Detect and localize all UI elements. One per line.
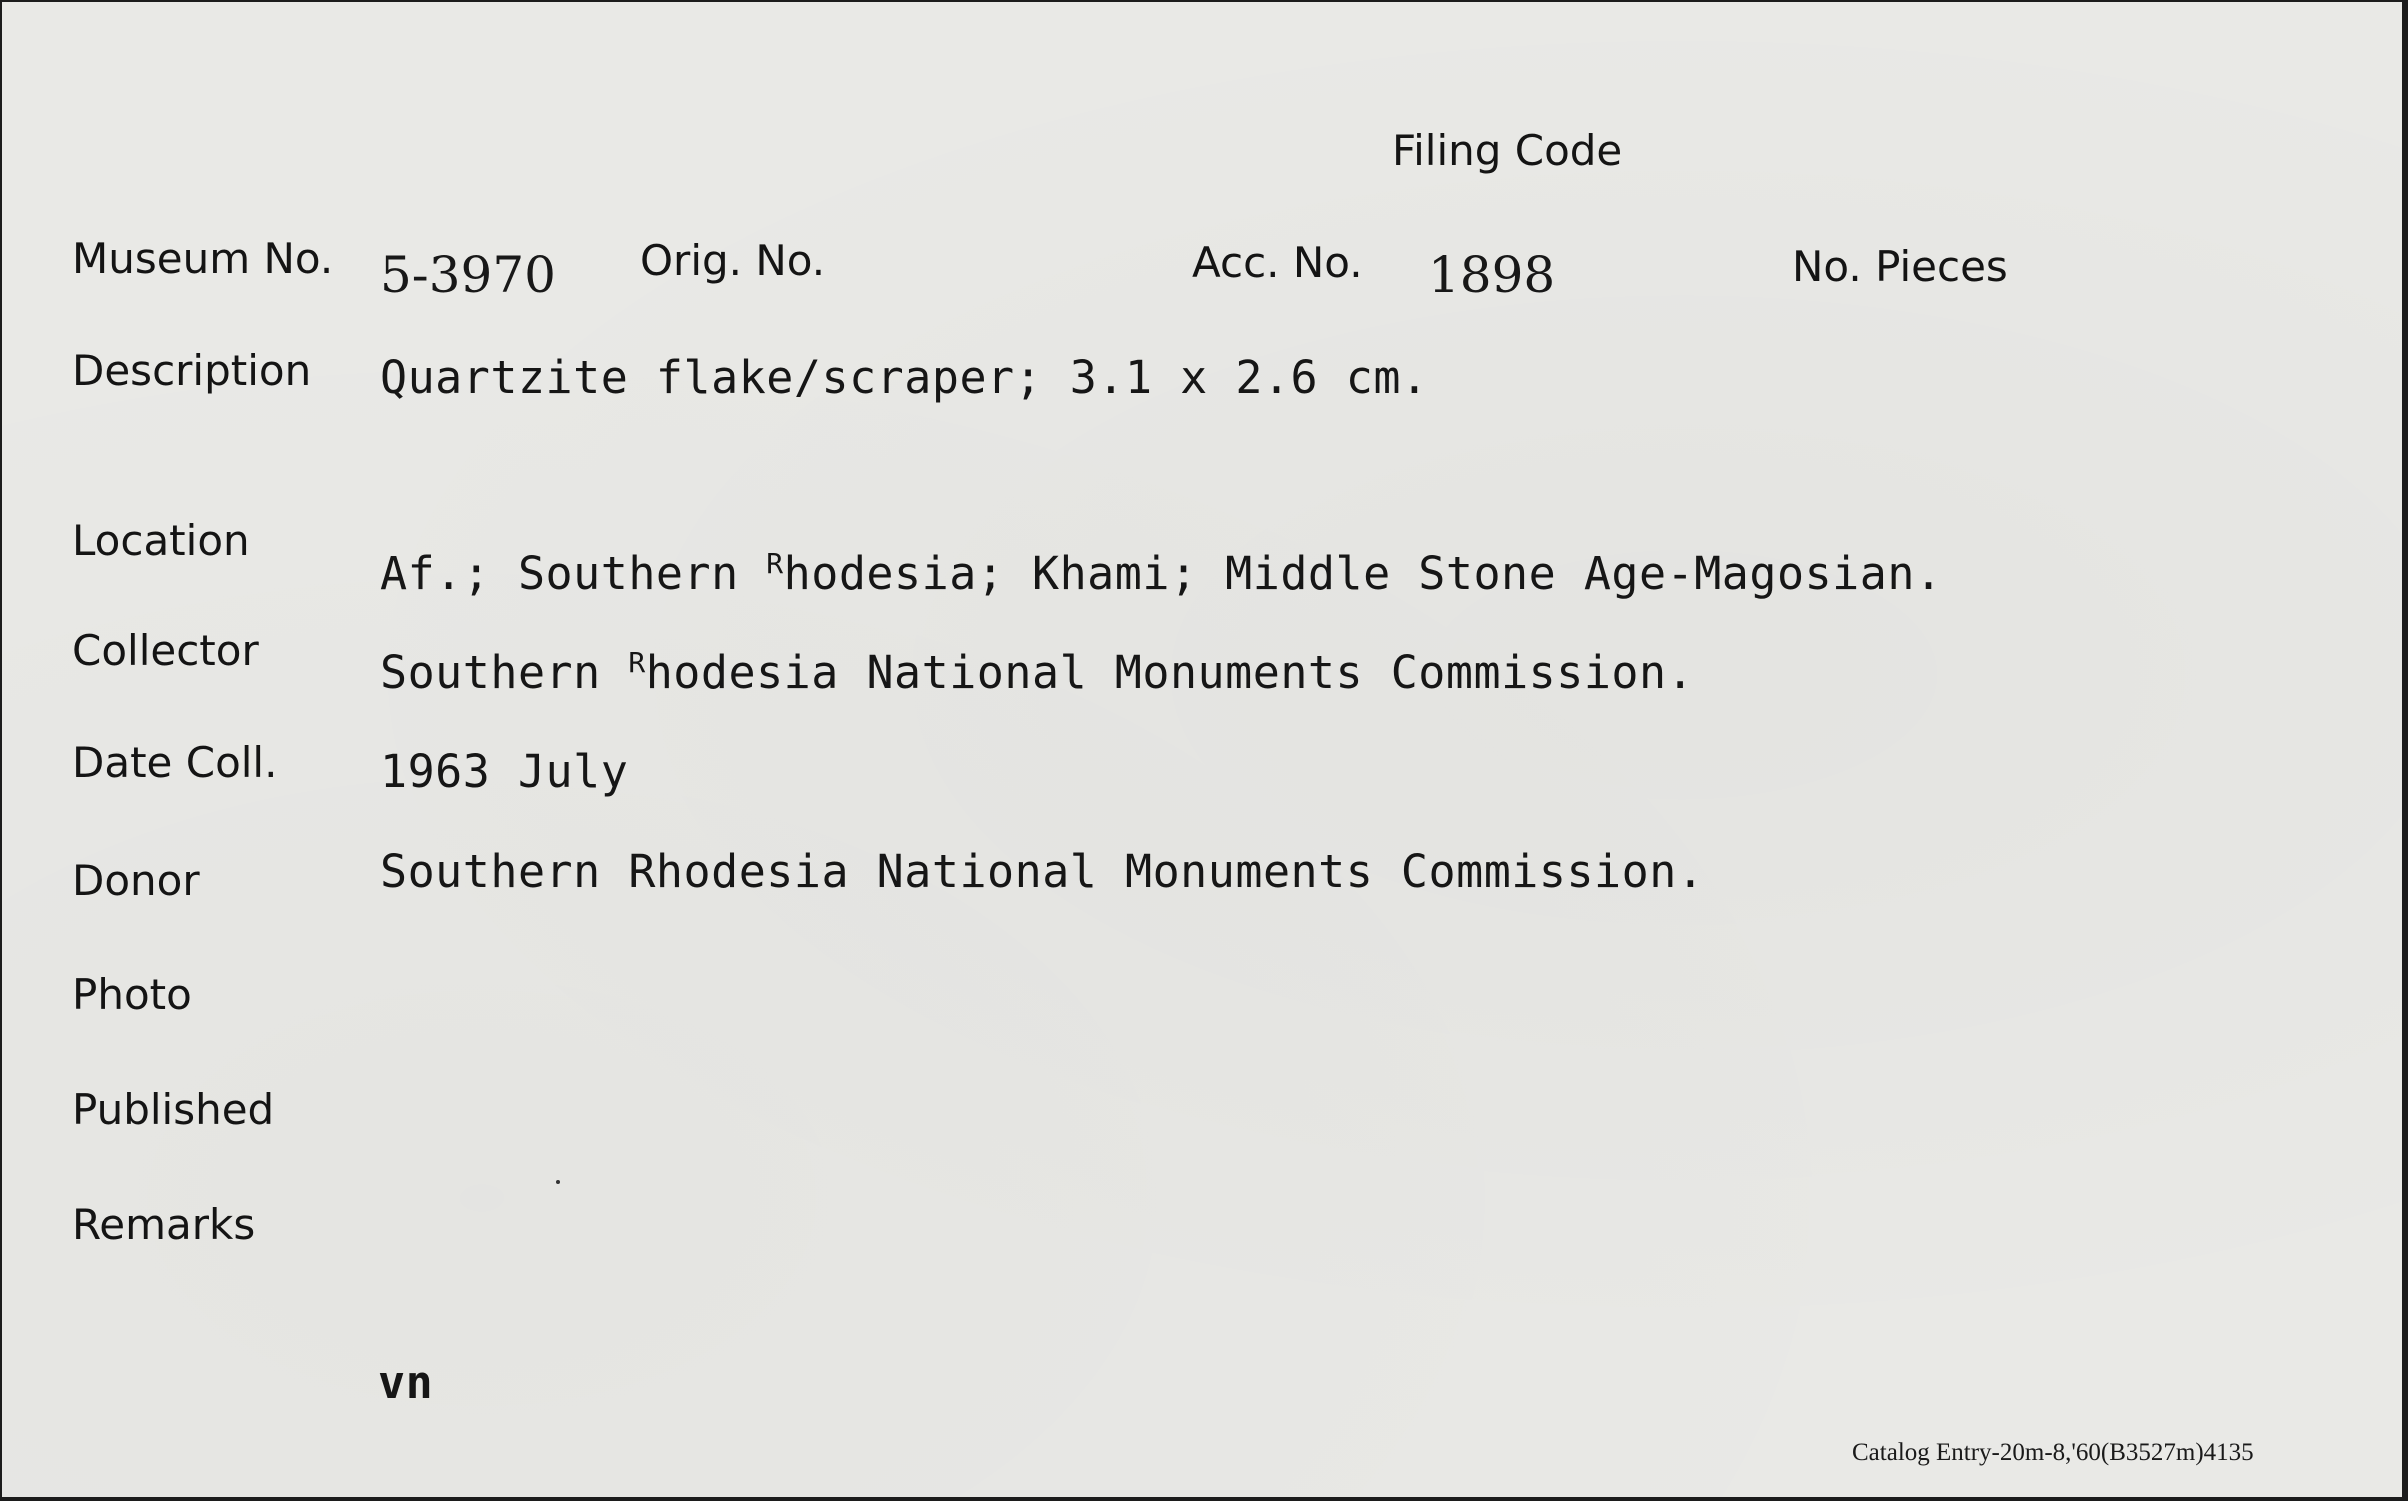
- no-pieces-label: No. Pieces: [1792, 242, 2008, 291]
- catalog-card: [2, 2, 2402, 1497]
- location-value-suffix: hodesia; Khami; Middle Stone Age-Magosian.: [783, 547, 1943, 600]
- location-value-prefix: Af.; Southern: [380, 547, 767, 600]
- description-value: Quartzite flake/scraper; 3.1 x 2.6 cm.: [380, 351, 1429, 404]
- collector-value-suffix: hodesia National Monuments Commission.: [645, 646, 1695, 699]
- donor-label: Donor: [72, 856, 200, 905]
- collector-value: [380, 646, 1695, 699]
- remarks-label: Remarks: [72, 1200, 256, 1249]
- published-label: Published: [72, 1085, 275, 1134]
- initials: vn: [378, 1356, 434, 1409]
- acc-no-label: Acc. No.: [1192, 238, 1363, 287]
- location-raised-letter: R: [766, 547, 784, 580]
- location-label: Location: [72, 516, 250, 565]
- museum-no-value: 5-3970: [380, 246, 556, 304]
- date-coll-value: 1963 July: [380, 745, 629, 798]
- location-value: [380, 547, 1943, 600]
- photo-label: Photo: [72, 970, 192, 1019]
- collector-value-prefix: Southern: [380, 646, 629, 699]
- collector-raised-letter: R: [628, 646, 646, 679]
- donor-value: Southern Rhodesia National Monuments Commission.: [380, 845, 1705, 898]
- orig-no-label: Orig. No.: [640, 236, 826, 285]
- card-footer: Catalog Entry-20m-8,'60(B3527m)4135: [1852, 1439, 2254, 1466]
- description-label: Description: [72, 346, 312, 395]
- ink-speck: [556, 1180, 560, 1184]
- date-coll-label: Date Coll.: [72, 738, 278, 787]
- museum-no-label: Museum No.: [72, 234, 334, 283]
- acc-no-value: 1898: [1428, 246, 1556, 304]
- collector-label: Collector: [72, 626, 259, 675]
- filing-code-label: Filing Code: [1392, 126, 1623, 175]
